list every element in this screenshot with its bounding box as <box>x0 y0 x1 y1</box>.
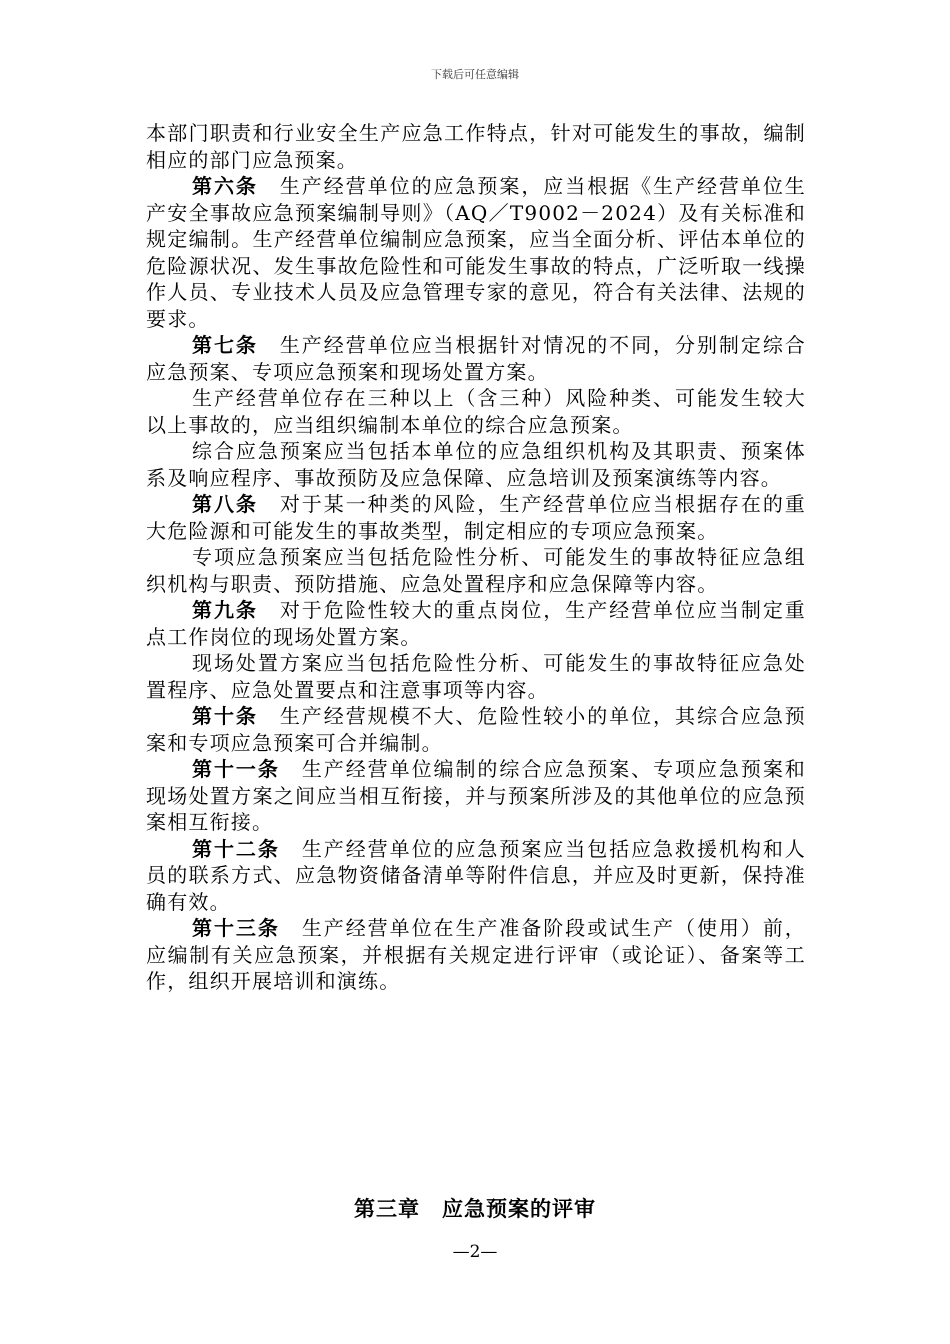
article-heading: 第九条 <box>192 598 258 622</box>
article-heading: 第十条 <box>192 704 258 728</box>
paragraph <box>146 650 806 703</box>
article-heading: 第六条 <box>192 174 258 198</box>
paragraph-article-12 <box>146 836 806 916</box>
article-heading: 第十三条 <box>192 916 280 940</box>
paragraph-text: 生产经营规模不大、危险性较小的单位，其综合应急预案和专项应急预案可合并编制。 <box>146 704 806 755</box>
paragraph-text: 生产经营单位在生产准备阶段或试生产（使用）前，应编制有关应急预案，并根据有关规定进行评审（或论证）、备案等工作，组织开展培训和演练。 <box>146 916 806 993</box>
article-heading: 第七条 <box>192 333 258 357</box>
paragraph-article-7 <box>146 332 806 385</box>
paragraph-text: 生产经营单位存在三种以上（含三种）风险种类、可能发生较大以上事故的，应当组织编制本单位的综合应急预案。 <box>146 386 806 437</box>
paragraph-text: 现场处置方案应当包括危险性分析、可能发生的事故特征应急处置程序、应急处置要点和注意事项等内容。 <box>146 651 806 702</box>
document-body <box>146 120 806 995</box>
article-heading: 第八条 <box>192 492 258 516</box>
paragraph-text: 生产经营单位编制的综合应急预案、专项应急预案和现场处置方案之间应当相互衔接，并与预案所涉及的其他单位的应急预案相互衔接。 <box>146 757 806 834</box>
paragraph-article-6 <box>146 173 806 332</box>
paragraph-article-9 <box>146 597 806 650</box>
chapter-number: 第三章 <box>354 1197 420 1221</box>
chapter-title: 应急预案的评审 <box>442 1197 596 1221</box>
chapter-heading <box>0 1193 950 1223</box>
paragraph-text: 生产经营单位的应急预案，应当根据《生产经营单位生产安全事故应急预案编制导则》（AQ／T9002－2024）及有关标准和规定编制。生产经营单位编制应急预案，应当全面分析、评估本单位的危险源状况、发生事故危险性和可能发生事故的特点，广泛听取一线操作人员、专业技术人员及应急管理专家的意见，符合有关法律、法规的要求。 <box>146 174 806 331</box>
article-heading: 第十二条 <box>192 836 280 861</box>
paragraph-article-11 <box>146 756 806 836</box>
page-header: 下载后可任意编辑 <box>431 68 519 81</box>
paragraph-text: 对于某一种类的风险，生产经营单位应当根据存在的重大危险源和可能发生的事故类型，制定相应的专项应急预案。 <box>146 492 806 543</box>
paragraph-text: 本部门职责和行业安全生产应急工作特点，针对可能发生的事故，编制相应的部门应急预案。 <box>146 121 806 172</box>
paragraph-text: 生产经营单位的应急预案应当包括应急救援机构和人员的联系方式、应急物资储备清单等附件信息，并应及时更新，保持准确有效。 <box>146 836 806 914</box>
paragraph-text: 生产经营单位应当根据针对情况的不同，分别制定综合应急预案、专项应急预案和现场处置方案。 <box>146 333 806 384</box>
paragraph <box>146 544 806 597</box>
paragraph <box>146 120 806 173</box>
paragraph-text: 专项应急预案应当包括危险性分析、可能发生的事故特征应急组织机构与职责、预防措施、应急处置程序和应急保障等内容。 <box>146 545 806 596</box>
paragraph <box>146 438 806 491</box>
paragraph-text: 综合应急预案应当包括本单位的应急组织机构及其职责、预案体系及响应程序、事故预防及应急保障、应急培训及预案演练等内容。 <box>146 439 806 490</box>
paragraph-text: 对于危险性较大的重点岗位，生产经营单位应当制定重点工作岗位的现场处置方案。 <box>146 598 806 649</box>
paragraph <box>146 385 806 438</box>
paragraph-article-13 <box>146 915 806 995</box>
article-heading: 第十一条 <box>192 757 280 781</box>
paragraph-article-10 <box>146 703 806 756</box>
page-number: —2— <box>452 1242 498 1262</box>
paragraph-article-8 <box>146 491 806 544</box>
